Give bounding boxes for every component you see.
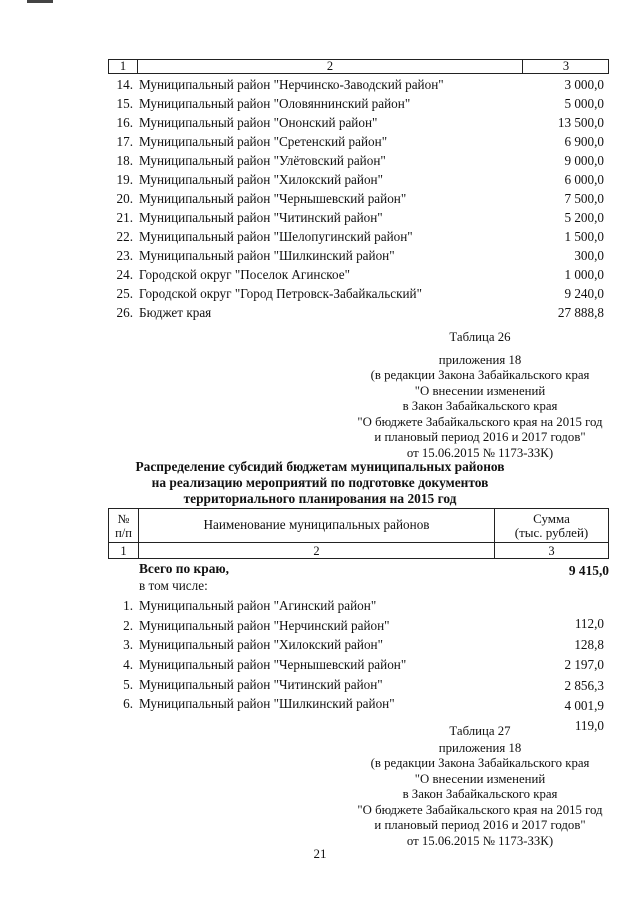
- row-name: Муниципальный район "Нерчинский район": [139, 618, 390, 633]
- table1-row: [0, 265, 640, 285]
- annex-line: "О бюджете Забайкальского края на 2015 год: [357, 414, 603, 429]
- row-amount: 5 200,0: [564, 210, 604, 225]
- table1-row: [0, 94, 640, 114]
- table1-header: [108, 59, 609, 74]
- annex-line: в Закон Забайкальского края: [402, 399, 558, 413]
- table2-col-sum: [495, 512, 608, 540]
- row-number: 23.: [116, 248, 133, 263]
- row-amount: 9 240,0: [564, 286, 604, 301]
- row-amount: 27 888,8: [557, 305, 604, 320]
- row-number: 19.: [116, 172, 133, 187]
- row-name: Муниципальный район "Читинский район": [139, 210, 383, 225]
- row-name: Муниципальный район "Сретенский район": [139, 134, 388, 149]
- row-name: Городской округ "Город Петровск-Забайкальский": [139, 286, 422, 301]
- row-number: 6.: [123, 696, 133, 711]
- table1-row: [0, 151, 640, 171]
- row-amount: 2 856,3: [564, 678, 604, 693]
- page-number: 21: [313, 846, 327, 861]
- col-sum-line: (тыс. рублей): [514, 525, 589, 540]
- row-number: 25.: [116, 286, 133, 301]
- row-amount: 112,0: [574, 616, 604, 631]
- row-amount: 1 500,0: [564, 229, 604, 244]
- annex-line: от 15.06.2015 № 1173-ЗЗК): [406, 833, 554, 848]
- row-number: 16.: [116, 115, 133, 130]
- row-name: Муниципальный район "Оловяннинский район": [139, 96, 411, 111]
- row-amount: 7 500,0: [564, 191, 604, 206]
- annex-line: "О бюджете Забайкальского края на 2015 год: [357, 802, 603, 817]
- table2-col-num: [109, 512, 138, 540]
- col-num-line: п/п: [115, 526, 132, 540]
- row-number: 15.: [116, 96, 133, 111]
- row-name: Городской округ "Поселок Агинское": [139, 267, 351, 282]
- row-amount: 6 900,0: [564, 134, 604, 149]
- row-number: 18.: [116, 153, 133, 168]
- annex-line: приложения 18: [438, 352, 522, 367]
- annex-line: и плановый период 2016 и 2017 годов": [374, 818, 586, 832]
- row-number: 2.: [123, 618, 133, 633]
- table1-row: [0, 132, 640, 152]
- table1-row: [0, 284, 640, 304]
- row-number: 3.: [123, 637, 133, 652]
- annex26-header: [330, 330, 630, 461]
- table1-row: [0, 75, 640, 95]
- annex-line: приложения 18: [438, 740, 522, 755]
- table2-index-1: 1: [120, 544, 127, 558]
- row-amount: 300,0: [574, 248, 604, 263]
- row-name: Муниципальный район "Улётовский район": [139, 153, 386, 168]
- table2-total-label: Всего по краю,: [139, 561, 229, 576]
- table1-header-col2: 2: [326, 59, 334, 73]
- row-amount: 5 000,0: [564, 96, 604, 111]
- table2-index-2: 2: [313, 544, 320, 558]
- section-title-line: Распределение субсидий бюджетам муниципальных районов: [135, 459, 505, 474]
- row-name: Муниципальный район "Агинский район": [139, 598, 377, 613]
- row-number: 20.: [116, 191, 133, 206]
- table2-total-amount: 9 415,0: [568, 563, 609, 578]
- row-name: Муниципальный район "Шелопугинский район": [139, 229, 413, 244]
- annex-line: "О внесении изменений: [414, 383, 546, 398]
- annex-line: от 15.06.2015 № 1173-ЗЗК): [406, 445, 554, 460]
- row-amount: 128,8: [574, 637, 604, 652]
- row-name: Муниципальный район "Шилкинский район": [139, 248, 395, 263]
- section-title: [100, 459, 540, 507]
- row-name: Муниципальный район "Нерчинско-Заводский район": [139, 77, 444, 92]
- table1-row: [0, 189, 640, 209]
- row-number: 21.: [116, 210, 133, 225]
- row-amount: 119,0: [574, 718, 604, 733]
- table1-row: [0, 246, 640, 266]
- row-number: 24.: [116, 267, 133, 282]
- row-name: Муниципальный район "Чернышевский район": [139, 191, 407, 206]
- row-number: 26.: [116, 305, 133, 320]
- annex27-table-label: Таблица 27: [449, 724, 511, 738]
- annex27-header: [330, 724, 630, 849]
- row-amount: 4 001,9: [564, 698, 604, 713]
- annex-line: в Закон Забайкальского края: [402, 787, 558, 801]
- annex-line: и плановый период 2016 и 2017 годов": [374, 430, 586, 444]
- row-amount: 6 000,0: [564, 172, 604, 187]
- section-title-line: на реализацию мероприятий по подготовке документов: [151, 475, 489, 490]
- section-title-line: территориального планирования на 2015 год: [183, 491, 457, 506]
- table1-row: [0, 303, 640, 323]
- table1-header-col1: 1: [119, 59, 127, 73]
- annex26-lines: [330, 353, 630, 462]
- table1-row: [0, 113, 640, 133]
- annex-line: (в редакции Закона Забайкальского края: [370, 756, 590, 770]
- table1-row: [0, 227, 640, 247]
- row-number: 4.: [123, 657, 133, 672]
- row-number: 22.: [116, 229, 133, 244]
- table1-header-col3: 3: [562, 59, 570, 73]
- row-name: Бюджет края: [139, 305, 212, 320]
- col-num-line: №: [117, 512, 130, 526]
- corner-mark: [27, 0, 53, 3]
- table2-including: в том числе:: [139, 578, 208, 593]
- row-number: 1.: [123, 598, 133, 613]
- annex-line: (в редакции Закона Забайкальского края: [370, 368, 590, 382]
- row-number: 5.: [123, 677, 133, 692]
- table1-row: [0, 170, 640, 190]
- row-amount: 1 000,0: [564, 267, 604, 282]
- row-number: 17.: [116, 134, 133, 149]
- table2-col-name: Наименование муниципальных районов: [203, 517, 430, 532]
- row-amount: 2 197,0: [564, 657, 604, 672]
- annex-line: "О внесении изменений: [414, 771, 546, 786]
- annex27-lines: [330, 741, 630, 850]
- row-name: Муниципальный район "Шилкинский район": [139, 696, 395, 711]
- row-name: Муниципальный район "Чернышевский район": [139, 657, 407, 672]
- table2-divider: [109, 542, 608, 543]
- row-number: 14.: [116, 77, 133, 92]
- row-amount: 13 500,0: [557, 115, 604, 130]
- row-name: Муниципальный район "Хилокский район": [139, 172, 383, 187]
- row-name: Муниципальный район "Читинский район": [139, 677, 383, 692]
- row-amount: 3 000,0: [564, 77, 604, 92]
- row-name: Муниципальный район "Ононский район": [139, 115, 378, 130]
- table2-header: [108, 508, 609, 559]
- row-name: Муниципальный район "Хилокский район": [139, 637, 383, 652]
- row-amount: 9 000,0: [564, 153, 604, 168]
- annex26-table-label: Таблица 26: [449, 330, 511, 344]
- table1-row: [0, 208, 640, 228]
- table2-index-3: 3: [548, 544, 555, 558]
- col-sum-line: Сумма: [533, 511, 570, 526]
